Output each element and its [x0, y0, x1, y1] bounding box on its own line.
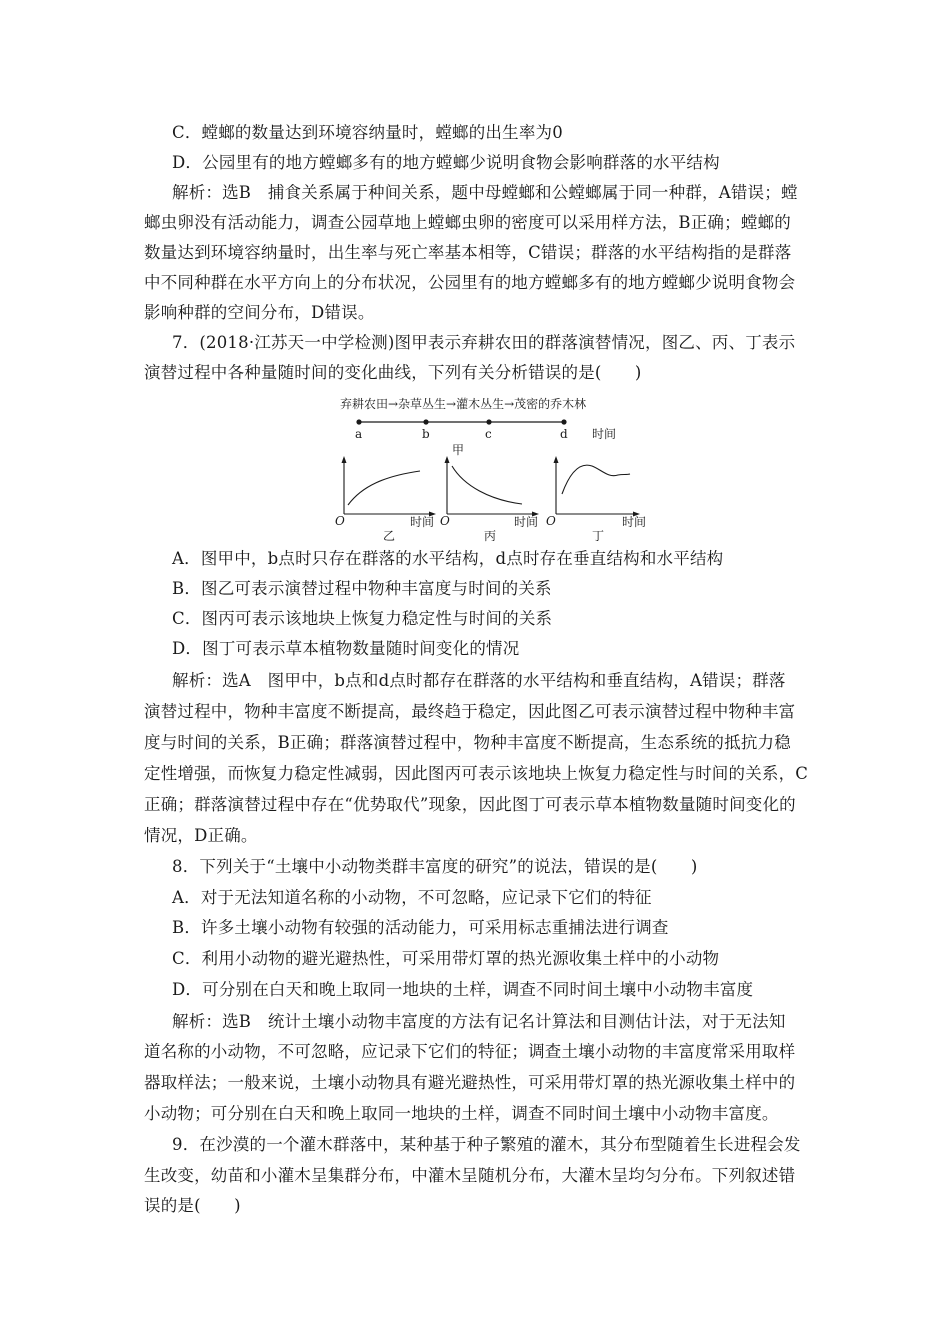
- q9-stem-line: 误的是( ): [144, 1196, 241, 1215]
- x-axis-label: 时间: [410, 515, 435, 529]
- x-axis-label: 时间: [514, 515, 539, 529]
- q6-analysis-line: 解析：选B 捕食关系属于种间关系，题中母螳螂和公螳螂属于同一种群，A错误；螳: [172, 183, 798, 202]
- origin-label: O: [546, 514, 556, 528]
- x-axis-label: 时间: [622, 515, 647, 529]
- timeline-point: [486, 419, 491, 424]
- origin-label: O: [440, 514, 450, 528]
- graph-ding: [546, 456, 646, 543]
- succession-figure: [300, 394, 660, 544]
- q7-analysis-line: 定性增强，而恢复力稳定性减弱，因此图丙可表示该地块上恢复力稳定性与时间的关系，C: [144, 764, 809, 783]
- q7-analysis-line: 解析：选A 图甲中，b点和d点时都存在群落的水平结构和垂直结构，A错误；群落: [172, 671, 786, 690]
- q7-analysis-line: 度与时间的关系，B正确；群落演替过程中，物种丰富度不断提高，生态系统的抵抗力稳: [144, 733, 791, 752]
- q9-stem-line: 9．在沙漠的一个灌木群落中，某种基于种子繁殖的灌木，其分布型随着生长进程会发: [172, 1135, 801, 1154]
- q8-option-c: C．利用小动物的避光避热性，可采用带灯罩的热光源收集土样中的小动物: [172, 949, 720, 968]
- q6-option-d: D．公园里有的地方螳螂多有的地方螳螂少说明食物会影响群落的水平结构: [172, 153, 720, 172]
- graph-name-ding: 丁: [592, 529, 605, 543]
- q6-option-c: C．螳螂的数量达到环境容纳量时，螳螂的出生率为0: [172, 123, 563, 142]
- q7-option-a: A．图甲中，b点时只存在群落的水平结构，d点时存在垂直结构和水平结构: [172, 549, 724, 568]
- q7-option-b: B．图乙可表示演替过程中物种丰富度与时间的关系: [172, 579, 552, 598]
- q7-analysis-line: 正确；群落演替过程中存在“优势取代”现象，因此图丁可表示草本植物数量随时间变化的: [144, 795, 796, 814]
- q8-analysis-line: 道名称的小动物，不可忽略，应记录下它们的特征；调查土壤小动物的丰富度常采用取样: [144, 1042, 796, 1061]
- timeline-point: [423, 419, 428, 424]
- q6-analysis-line: 螂虫卵没有活动能力，调查公园草地上螳螂虫卵的密度可以采用样方法，B正确；螳螂的: [144, 213, 791, 232]
- q7-option-c: C．图丙可表示该地块上恢复力稳定性与时间的关系: [172, 609, 553, 628]
- timeline-text: 弃耕农田→杂草丛生→灌木丛生→茂密的乔木林: [340, 397, 587, 411]
- q7-analysis-line: 演替过程中，物种丰富度不断提高，最终趋于稳定，因此图乙可表示演替过程中物种丰富: [144, 702, 796, 721]
- q7-stem-line: 7．(2018·江苏天一中学检测)图甲表示弃耕农田的群落演替情况，图乙、丙、丁表示: [172, 333, 796, 352]
- q7-analysis-line: 情况，D正确。: [144, 826, 258, 845]
- graph-yi: [335, 456, 436, 543]
- figure-jia-label: 甲: [452, 443, 465, 457]
- timeline-point: [356, 419, 361, 424]
- q9-stem-line: 生改变，幼苗和小灌木呈集群分布，中灌木呈随机分布，大灌木呈均匀分布。下列叙述错: [144, 1166, 796, 1185]
- q6-analysis-line: 影响种群的空间分布，D错误。: [144, 303, 375, 322]
- q8-analysis-line: 小动物；可分别在白天和晚上取同一地块的土样，调查不同时间土壤中小动物丰富度。: [144, 1104, 779, 1123]
- graph-name-yi: 乙: [383, 529, 396, 543]
- timeline-point: [561, 419, 566, 424]
- point-label-d: d: [560, 427, 568, 441]
- origin-label: O: [335, 514, 345, 528]
- y-axis-arrow: [554, 456, 559, 463]
- timeline-time-label: 时间: [592, 427, 617, 441]
- q8-analysis-line: 器取样法；一般来说，土壤小动物具有避光避热性，可采用带灯罩的热光源收集土样中的: [144, 1073, 796, 1092]
- q7-stem-line: 演替过程中各种量随时间的变化曲线，下列有关分析错误的是( ): [144, 363, 642, 382]
- q6-analysis-line: 中不同种群在水平方向上的分布状况，公园里有的地方螳螂多有的地方螳螂少说明食物会: [144, 273, 796, 292]
- y-axis-arrow: [342, 456, 347, 463]
- curve-ding: [562, 465, 630, 494]
- q8-analysis-line: 解析：选B 统计土壤小动物丰富度的方法有记名计算法和目测估计法，对于无法知: [172, 1012, 786, 1031]
- q8-option-d: D．可分别在白天和晚上取同一地块的土样，调查不同时间土壤中小动物丰富度: [172, 980, 754, 999]
- q8-stem: 8．下列关于“土壤中小动物类群丰富度的研究”的说法，错误的是( ): [172, 857, 698, 876]
- point-label-a: a: [355, 427, 363, 441]
- y-axis-arrow: [445, 456, 450, 463]
- curve-bing: [452, 466, 522, 504]
- curve-yi: [348, 471, 420, 505]
- q6-analysis-line: 数量达到环境容纳量时，出生率与死亡率基本相等，C错误；群落的水平结构指的是群落: [144, 243, 792, 262]
- graph-name-bing: 丙: [484, 529, 497, 543]
- graph-bing: [440, 456, 539, 543]
- q8-option-b: B．许多土壤小动物有较强的活动能力，可采用标志重捕法进行调查: [172, 918, 669, 937]
- q8-option-a: A．对于无法知道名称的小动物，不可忽略，应记录下它们的特征: [172, 888, 652, 907]
- q7-option-d: D．图丁可表示草本植物数量随时间变化的情况: [172, 639, 520, 658]
- point-label-b: b: [422, 427, 430, 441]
- point-label-c: c: [485, 427, 492, 441]
